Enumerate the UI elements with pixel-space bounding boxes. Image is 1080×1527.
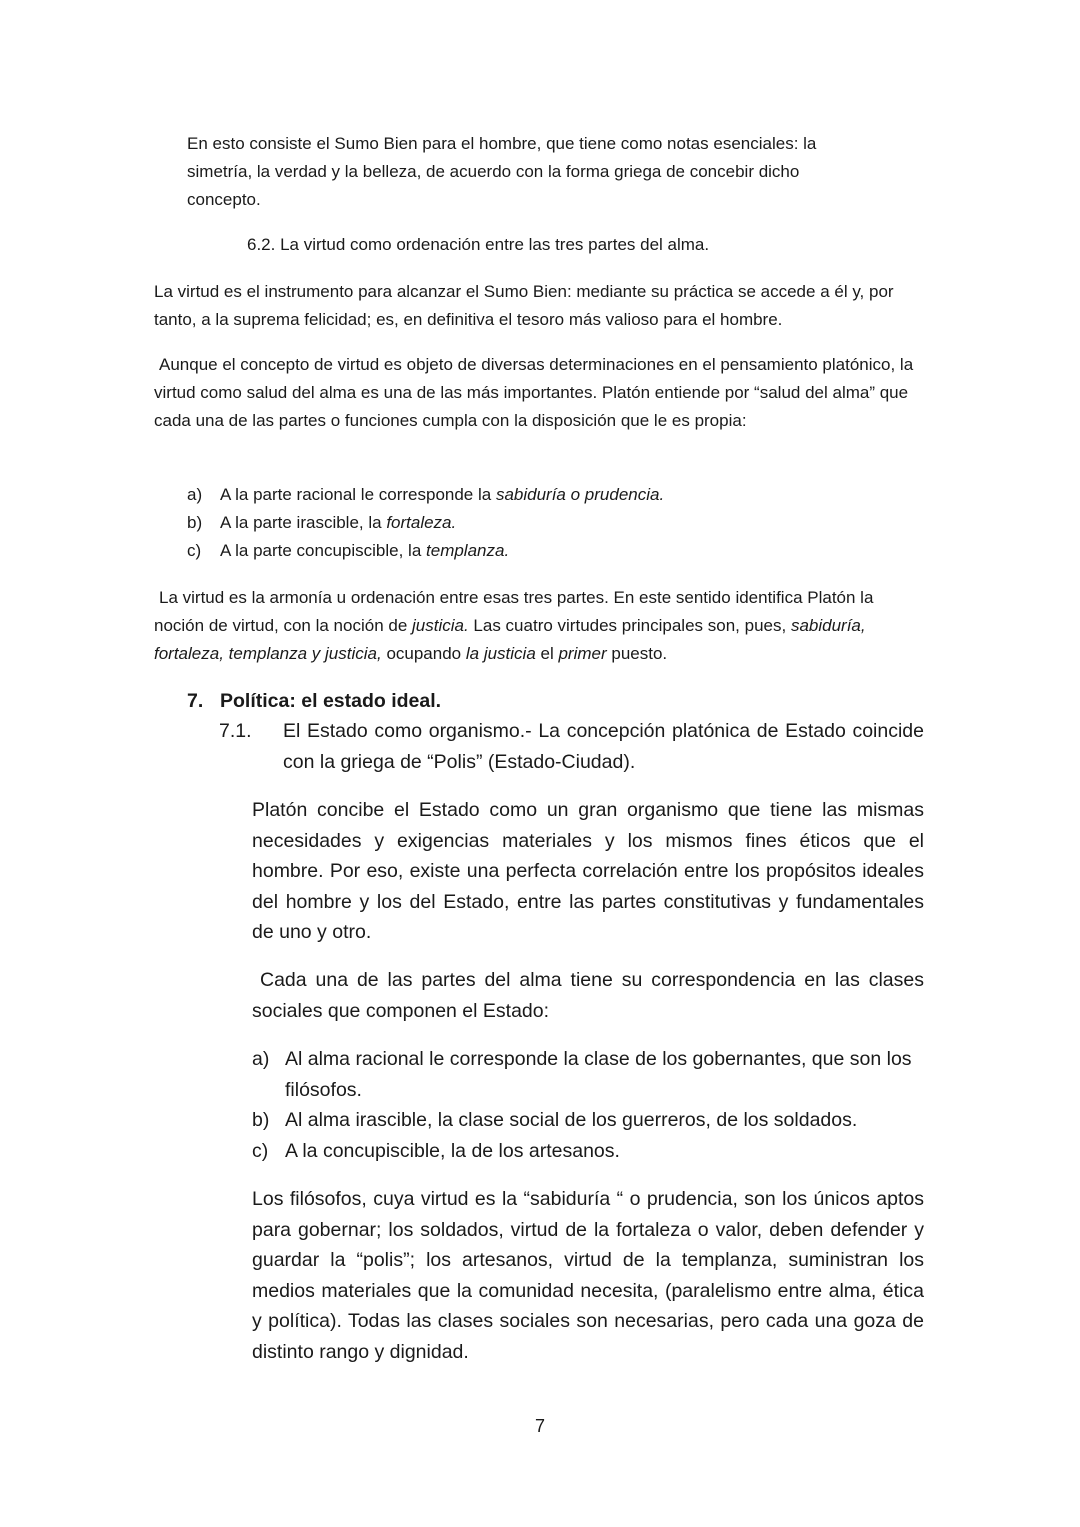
virtue-instrument-paragraph: La virtud es el instrumento para alcanzar el Sumo Bien: mediante su práctica se accede a él y, por tanto, a la suprema felicidad; es, en definitiva el tesoro más valioso para el hombre. <box>154 282 894 329</box>
list-marker: c) <box>252 1139 269 1162</box>
list-marker: a) <box>252 1048 270 1070</box>
soul-parts-list <box>187 481 887 565</box>
text-run: La virtud es la armonía u ordenación entre esas tres partes. En este sentido identifica Platón la noción de virtud, con la noción de <box>154 588 874 635</box>
harmony-paragraph <box>154 584 926 668</box>
list-item <box>252 1105 924 1136</box>
list-item <box>187 537 887 565</box>
section-7-1 <box>219 716 924 777</box>
section-6-2-title: La virtud como ordenación entre las tres partes del alma. <box>280 235 710 254</box>
list-text: A la parte irascible, la <box>220 513 387 532</box>
section-7-1-text <box>283 716 924 777</box>
list-marker: a) <box>187 485 203 504</box>
social-classes-intro: Cada una de las partes del alma tiene su correspondencia en las clases sociales que componen el Estado: <box>252 969 924 1022</box>
soul-health-paragraph: Aunque el concepto de virtud es objeto de diversas determinaciones en el pensamiento platónico, la virtud como salud del alma es una de las más importantes. Platón entiende por “salud del alma” que cada una de las partes o funciones cumpla con la disposición que le es propia: <box>154 355 914 430</box>
text-run: puesto. <box>606 644 668 663</box>
social-classes-list <box>252 1044 924 1166</box>
state-organism-paragraph: Platón concibe el Estado como un gran organismo que tiene las mismas necesidades y exigencias materiales y los mismos fines éticos que el hombre. Por eso, existe una perfecta correlación entre los propósitos ideales del hombre y los del Estado, entre las partes constitutivas y fundamentales de uno y otro. <box>252 799 924 943</box>
section-7-1-body: El Estado como organismo.- La concepción platónica de Estado coincide con la griega de “Polis” (Estado-Ciudad). <box>283 720 924 773</box>
text-run: Las cuatro virtudes principales son, pues, <box>468 616 791 635</box>
list-emphasis: templanza. <box>426 541 510 560</box>
section-7-title: Política: el estado ideal. <box>220 690 442 712</box>
intro-paragraph: En esto consiste el Sumo Bien para el hombre, que tiene como notas esenciales: la simetría, la verdad y la belleza, de acuerdo con la forma griega de concebir dicho concepto. <box>187 134 817 209</box>
list-marker: b) <box>252 1109 270 1131</box>
text-run-italic: la justicia <box>465 644 536 663</box>
list-item <box>252 1044 924 1105</box>
list-text: A la parte concupiscible, la <box>220 541 427 560</box>
list-item <box>187 481 887 509</box>
text-run-italic: justicia. <box>412 616 469 635</box>
section-7-1-number: 7.1. <box>219 720 252 742</box>
list-emphasis: sabiduría o prudencia. <box>495 485 665 504</box>
section-6-2-heading <box>247 231 867 259</box>
text-run-italic: sabiduría, fortaleza, templanza y justicia, <box>154 616 866 663</box>
list-text: Al alma racional le corresponde la clase de los gobernantes, que son los filósofos. <box>285 1048 912 1101</box>
page-number: 7 <box>534 1416 545 1436</box>
list-item <box>187 509 887 537</box>
section-6-2-number: 6.2. <box>247 235 276 254</box>
list-marker: b) <box>187 513 203 532</box>
text-run-italic: primer <box>558 644 607 663</box>
list-text: Al alma irascible, la clase social de los guerreros, de los soldados. <box>285 1109 858 1131</box>
list-text: A la parte racional le corresponde la <box>220 485 496 504</box>
list-text: A la concupiscible, la de los artesanos. <box>285 1139 620 1162</box>
list-marker: c) <box>187 541 202 560</box>
section-7-number: 7. <box>187 690 204 712</box>
list-emphasis: fortaleza. <box>386 513 457 532</box>
list-item <box>252 1136 924 1167</box>
text-run: ocupando <box>381 644 466 663</box>
philosophers-paragraph: Los filósofos, cuya virtud es la “sabiduría “ o prudencia, son los únicos aptos para gobernar; los soldados, virtud de la fortaleza o valor, deben defender y guardar la “polis”; los artesanos, virtud de la templanza, suministran los medios materiales que la comunidad necesita, (paralelismo entre alma, ética y política). Todas las clases sociales son necesarias, pero cada una goza de distinto rango y dignidad. <box>252 1188 924 1363</box>
text-run: el <box>535 644 559 663</box>
section-7-heading <box>187 686 787 716</box>
